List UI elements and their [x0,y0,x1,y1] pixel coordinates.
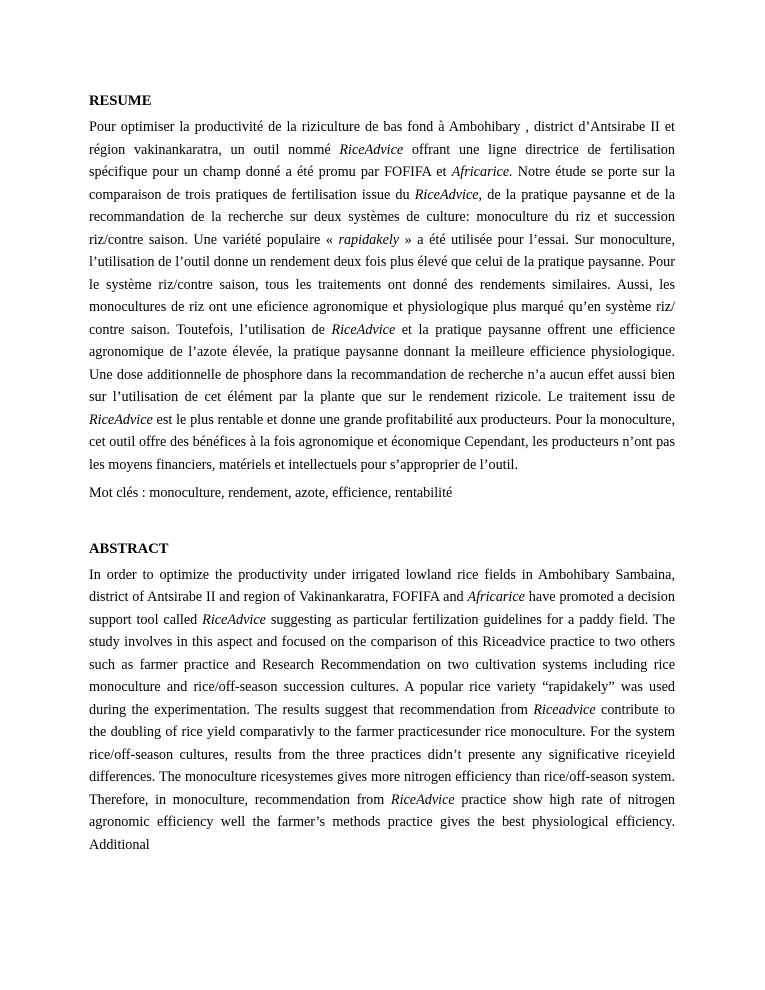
resume-heading: RESUME [89,93,152,109]
resume-paragraph [89,116,675,476]
resume-text-2: offrant une ligne directrice de fertilisation spécifique pour un champ donné a été promu par FOFIFA et [89,141,675,180]
abstract-heading: ABSTRACT [89,540,169,557]
abstract-text-4: contribute to the doubling of rice yield comparativly to the farmer practicesunder rice monoculture. For the system rice/off-season cultures, results from the three practices didn’t presente any significative riceyield differences. The monoculture ricesystemes gives more nitrogen efficiency than rice/off-season system. Therefore, in monoculture, recommendation from [89,701,675,808]
abstract-text-5: practice show high rate of nitrogen agronomic efficiency well the farmer’s methods practice gives the best physiological efficiency. Additional [89,791,675,853]
abstract-text-3: suggesting as particular fertilization guidelines for a paddy field. The study involves in this aspect and focused on the comparison of this Riceadvice practice to two others such as farmer practice and Research Recommendation on two cultivation systems including rice monoculture and rice/off-season succession cultures. A popular rice variety “rapidakely” was used during the experimentation. The results suggest that recommendation from [89,611,675,718]
section-spacer [89,505,675,539]
resume-riceadvice-1: RiceAdvice [339,141,404,158]
abstract-text-1: In order to optimize the productivity under irrigated lowland rice fields in Ambohibary Sambaina, district of Antsirabe II and region of Vakinankaratra, FOFIFA and [89,566,675,605]
resume-keywords: Mot clés : monoculture, rendement, azote, efficience, rentabilité [89,485,453,501]
resume-text-3: Notre étude se porte sur la comparaison de trois pratiques de fertilisation issue du [89,164,675,203]
abstract-text-2: have promoted a decision support tool called [89,589,675,628]
resume-text-5: » a été utilisée pour l’essai. Sur monoculture, l’utilisation de l’outil donne un rendement deux fois plus élevé que celui de la pratique paysanne. Pour le système riz/contre saison, tous les traitements ont donné des rendements similaires. Aussi, les monocultures de riz ont une eficience agronomique et physiologique plus marqué qu’en système riz/ contre saison. Toutefois, l’utilisation de [89,231,675,338]
abstract-paragraph [89,564,675,857]
resume-text-1: Pour optimiser la productivité de la riziculture de bas fond à Ambohibary , district d’Antsirabe II et région vakinankaratra, un outil nommé [89,119,675,158]
resume-text-4: , de la pratique paysanne et de la recommandation de la recherche sur deux systèmes de culture: monoculture du riz et succession riz/contre saison. Une variété populaire « [89,186,675,248]
abstract-riceadvice-2: Riceadvice [533,701,596,718]
resume-africarice: Africarice. [451,164,513,180]
abstract-africarice: Africarice [467,589,525,605]
resume-riceadvice-3: RiceAdvice [331,321,396,338]
resume-text-6: et la pratique paysanne offrent une efficience agronomique de l’azote élevée, la pratique paysanne donnant la meilleure efficience physiologique. Une dose additionnelle de phosphore dans la recommandation de recherche n’a aucun effet aussi bien sur l’utilisation de cet élément par la plante que sur le rendement rizicole. Le traitement issu de [89,321,675,405]
resume-text-7: est le plus rentable et donne une grande profitabilité aux producteurs. Pour la monoculture, cet outil offre des bénéfices à la fois agronomique et économique Cependant, les producteurs n’ont pas les moyens financiers, matériels et intellectuels pour s’approprier de l’outil. [89,411,675,473]
abstract-riceadvice-3: RiceAdvice [390,791,455,808]
resume-riceadvice-2: RiceAdvice [414,186,479,203]
resume-riceadvice-4: RiceAdvice [89,411,153,428]
abstract-riceadvice-1: RiceAdvice [202,611,266,628]
resume-rapidakely: rapidakely [338,231,400,248]
